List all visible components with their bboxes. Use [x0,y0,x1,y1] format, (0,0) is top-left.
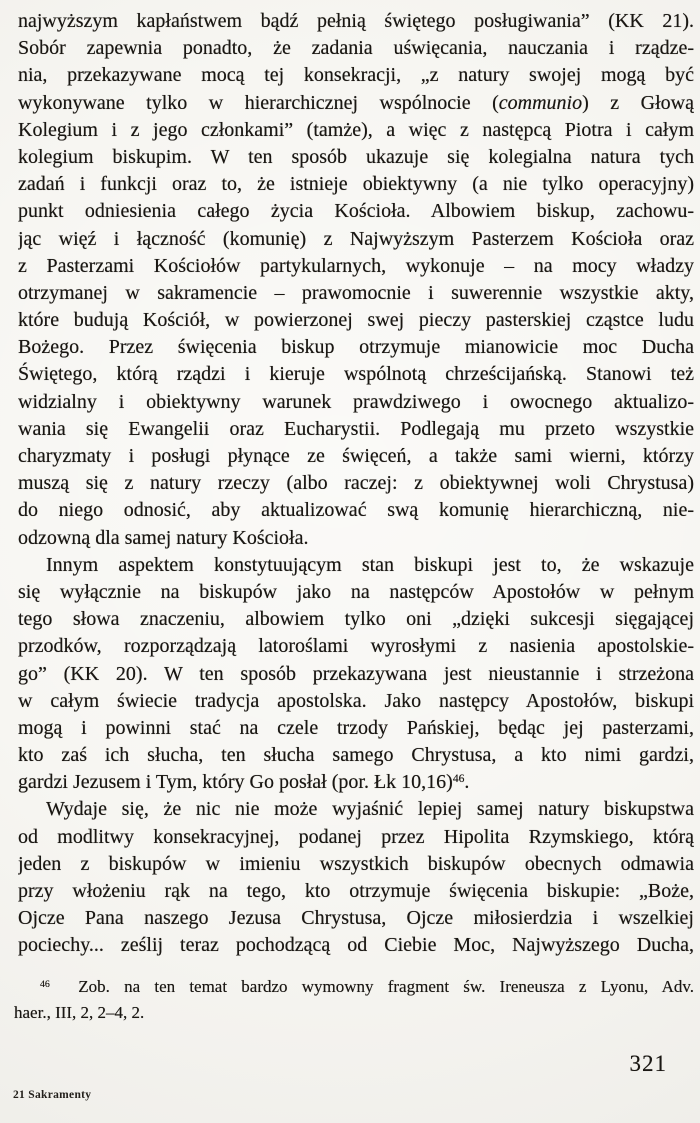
text-line: odzowną dla samej natury Kościoła. [18,526,309,549]
text-line: kolegium biskupim. W ten sposób ukazuje się kolegialna natura tych [18,145,694,168]
text-line: z Pasterzami Kościołów partykularnych, wykonuje – na mocy władzy [18,254,694,277]
text-line: jąc więź i łączność (komunię) z Najwyższym Pasterzem Kościoła oraz [18,227,694,250]
text-line: przy włożeniu rąk na tego, kto otrzymuje święcenia biskupie: „Boże, [18,880,694,902]
text-line: Kolegium i z jego członkami” (tamże), a więc z następcą Piotra i całym [18,118,694,141]
text-line: punkt odniesienia całego życia Kościoła. Albowiem biskup, zachowu- [18,200,694,223]
page-number: 321 [629,1051,667,1076]
footnote [14,974,694,1025]
text-line: Sobór zapewnia ponadto, że zadania uświęcania, nauczania i rządze- [18,37,694,60]
text-line: przodków, rozporządzają latoroślami wyrosłymi z nasienia apostolskie- [18,635,694,658]
text-line: muszą się z natury rzeczy (albo raczej: z obiektywnej woli Chrystusa) [18,472,694,495]
text-line: wykonywane tylko w hierarchicznej wspólnocie (communio) z Głową [18,91,694,114]
text-line: Ojcze Pana naszego Jezusa Chrystusa, Ojcze miłosierdzia i wszelkiej [18,907,694,930]
text-line: się wyłącznie na biskupów jako na następców Apostołów w pełnym [18,580,694,603]
paragraph [18,8,694,552]
text-line: charyzmaty i posługi płynące ze święceń, a także sami wierni, którzy [18,445,694,467]
text-line: w całym świecie tradycja apostolska. Jako następcy Apostołów, biskupi [18,689,694,712]
text-line: tego słowa znaczeniu, albowiem tylko oni „dzięki sukcesji sięgającej [18,608,694,631]
paragraph [18,796,694,959]
text-line: otrzymanej w sakramencie – prawomocnie i suwerennie wszystkie akty, [18,281,694,304]
print-signature: 21 Sakramenty [13,1089,92,1101]
text-line: nia, przekazywane mocą tej konsekracji, „z natury swojej mogą być [18,64,694,87]
text-line: go” (KK 20). W ten sposób przekazywana jest nieustannie i strzeżona [18,662,694,685]
text-line: Bożego. Przez święcenia biskup otrzymuje mianowicie moc Ducha [18,336,694,359]
text-line: wania się Ewangelii oraz Eucharystii. Podlegają mu przeto wszystkie [18,417,694,440]
text-line: które budują Kościół, w powierzonej swej pieczy pasterskiej cząstce ludu [18,309,694,332]
text-line: Innym aspektem konstytuującym stan biskupi jest to, że wskazuje [46,553,694,576]
text-line: gardzi Jezusem i Tym, który Go posłał (por. Łk 10,16)$^{46}$. [18,771,470,794]
text-line: od modlitwy konsekracyjnej, podanej przez Hipolita Rzymskiego, którą [18,825,694,848]
text-line: Świętego, którą rządzi i kieruje wspólnotą chrześcijańską. Stanowi też [18,363,694,386]
text-line: mogą i powinni stać na czele trzody Pańskiej, będąc jej pasterzami, [18,716,694,739]
text-line: najwyższym kapłaństwem bądź pełnią świętego posługiwania” (KK 21). [18,10,694,32]
body-text [18,8,694,960]
text-line: $^{46}$ Zob. na ten temat bardzo wymowny fragment św. Ireneusza z Lyonu, Adv. [40,977,694,996]
paragraph [18,552,694,797]
text-line: jeden z biskupów w imieniu wszystkich biskupów obecnych odmawia [18,852,694,875]
text-line: zadań i funkcji oraz to, że istnieje obiektywny (a nie tylko operacyjny) [18,173,694,196]
text-line: widzialny i obiektywny warunek prawdziwego i owocnego aktualizo- [18,390,694,413]
text-line: haer., III, 2, 2–4, 2. [14,1002,145,1022]
text-line: Wydaje się, że nic nie może wyjaśnić lepiej samej natury biskupstwa [46,798,694,821]
text-line: kto zaś ich słucha, ten słucha samego Chrystusa, a kto nimi gardzi, [18,744,694,767]
text-line: do niego odnosić, aby aktualizować swą komunię hierarchiczną, nie- [18,499,694,522]
text-line: pociechy... ześlij teraz pochodzącą od Ciebie Moc, Najwyższego Ducha, [18,934,694,957]
